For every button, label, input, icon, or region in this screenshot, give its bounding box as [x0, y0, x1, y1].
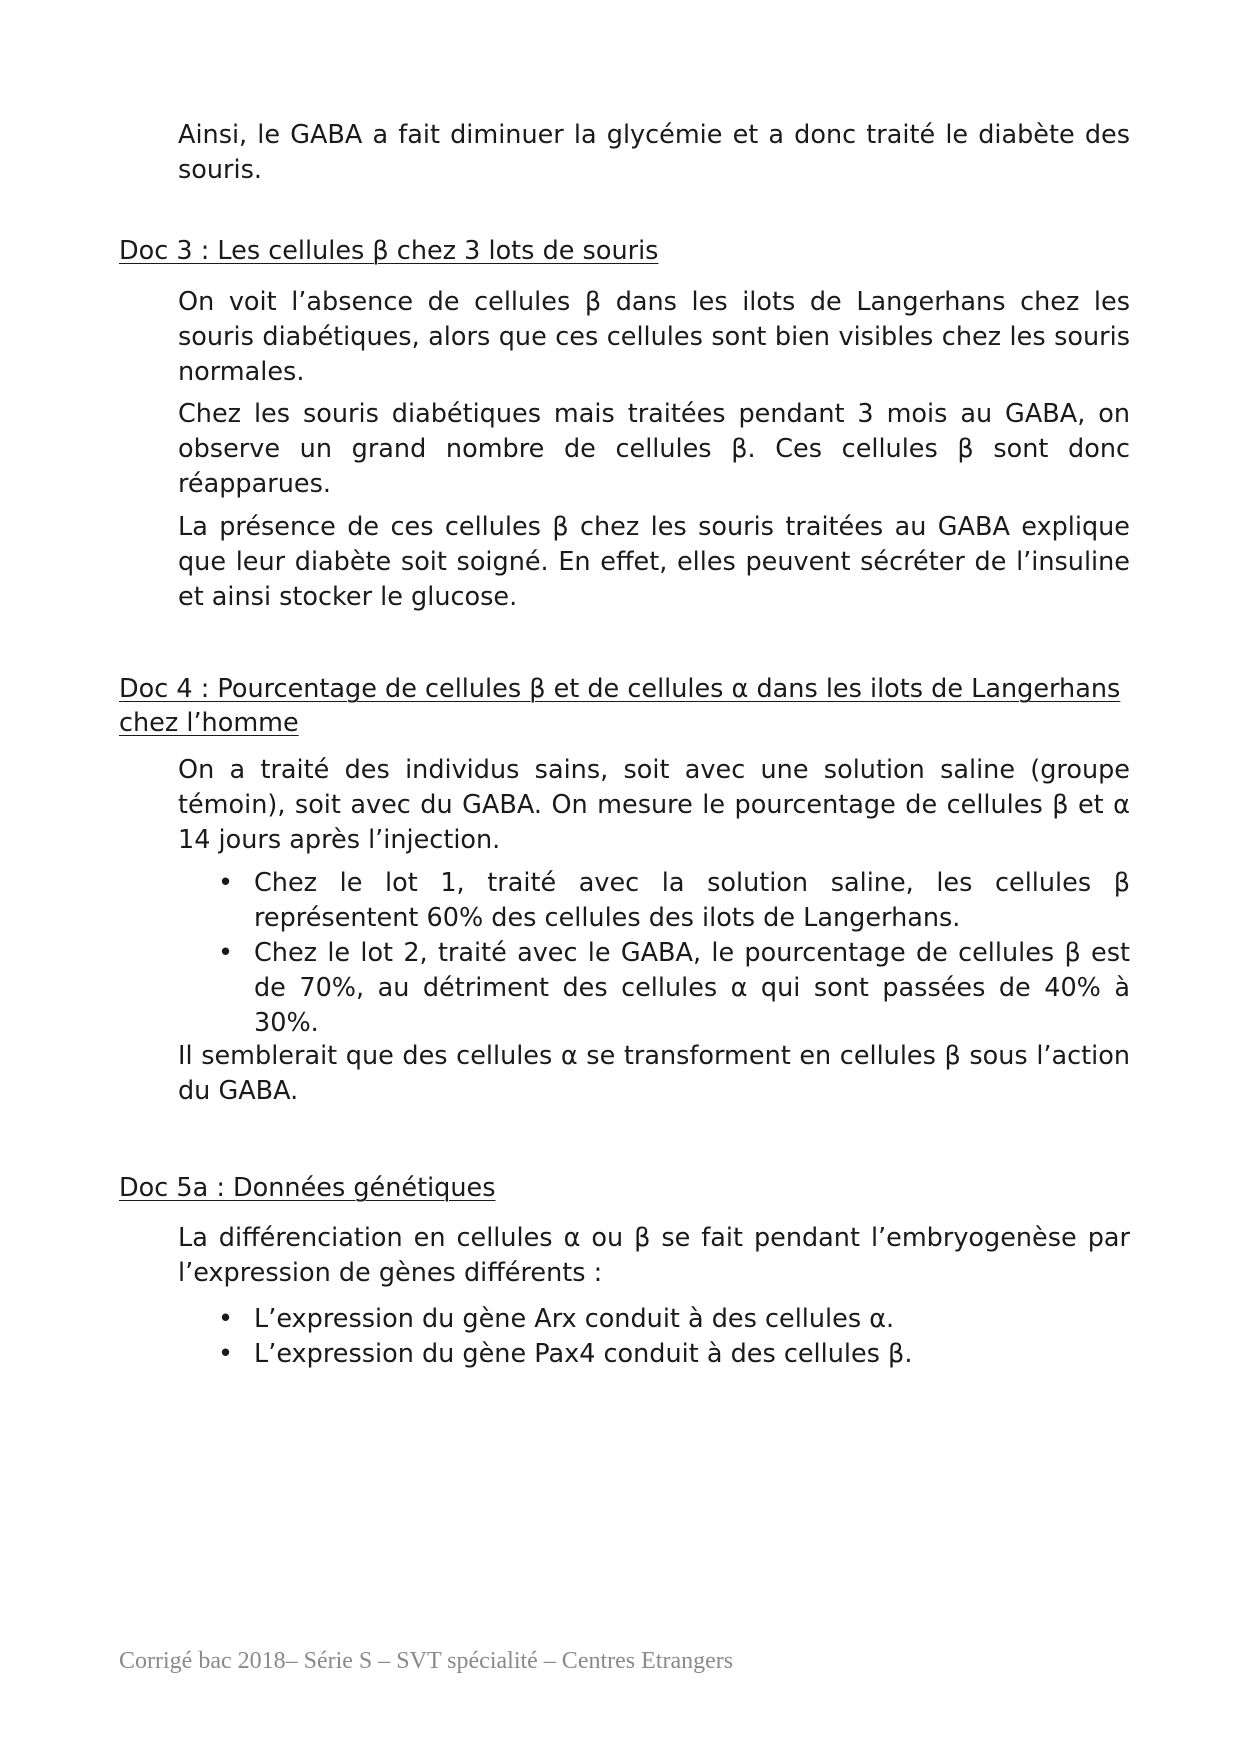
doc5a-paragraph-1: La différenciation en cellules α ou β se fait pendant l’embryogenèse par l’expression de gènes différents :	[178, 1223, 1130, 1288]
doc3-paragraph-1: On voit l’absence de cellules β dans les ilots de Langerhans chez les souris diabétiques, alors que ces cellules sont bien visibles chez les souris normales.	[178, 287, 1130, 387]
doc5a-bullet-list	[178, 1302, 1130, 1372]
doc4-paragraph-2: Il semblerait que des cellules α se transforment en cellules β sous l’action du GABA.	[178, 1041, 1130, 1106]
doc4-heading: Doc 4 : Pourcentage de cellules β et de cellules α dans les ilots de Langerhans chez l’homme	[119, 674, 1121, 738]
doc4-bullet-1: Chez le lot 1, traité avec la solution saline, les cellules β représentent 60% des cellules des ilots de Langerhans.	[254, 868, 1130, 933]
doc4-bullet-2: Chez le lot 2, traité avec le GABA, le pourcentage de cellules β est de 70%, au détriment des cellules α qui sont passées de 40% à 30%.	[254, 938, 1130, 1038]
bullet-icon: •	[218, 1304, 234, 1334]
doc4-paragraph-1: On a traité des individus sains, soit avec une solution saline (groupe témoin), soit avec du GABA. On mesure le pourcentage de cellules β et α 14 jours après l’injection.	[178, 755, 1130, 855]
list-item	[178, 866, 1130, 936]
doc5a-bullet-1: L’expression du gène Arx conduit à des cellules α.	[254, 1304, 895, 1334]
bullet-icon: •	[218, 938, 234, 968]
doc5a-bullet-2: L’expression du gène Pax4 conduit à des cellules β.	[254, 1339, 913, 1369]
bullet-icon: •	[218, 1339, 234, 1369]
doc3-heading: Doc 3 : Les cellules β chez 3 lots de souris	[119, 236, 659, 266]
doc3-paragraph-2: Chez les souris diabétiques mais traitées pendant 3 mois au GABA, on observe un grand nombre de cellules β. Ces cellules β sont donc réapparues.	[178, 399, 1130, 499]
doc3-paragraph-3: La présence de ces cellules β chez les souris traitées au GABA explique que leur diabète soit soigné. En effet, elles peuvent sécréter de l’insuline et ainsi stocker le glucose.	[178, 512, 1130, 612]
list-item	[178, 936, 1130, 1041]
page-footer: Corrigé bac 2018– Série S – SVT spécialité – Centres Etrangers	[119, 1648, 734, 1674]
list-item	[178, 1302, 1130, 1337]
doc4-bullet-list	[178, 866, 1130, 1041]
doc5a-heading: Doc 5a : Données génétiques	[119, 1173, 496, 1203]
list-item	[178, 1337, 1130, 1372]
intro-paragraph: Ainsi, le GABA a fait diminuer la glycémie et a donc traité le diabète des souris.	[178, 120, 1130, 185]
bullet-icon: •	[218, 868, 234, 898]
